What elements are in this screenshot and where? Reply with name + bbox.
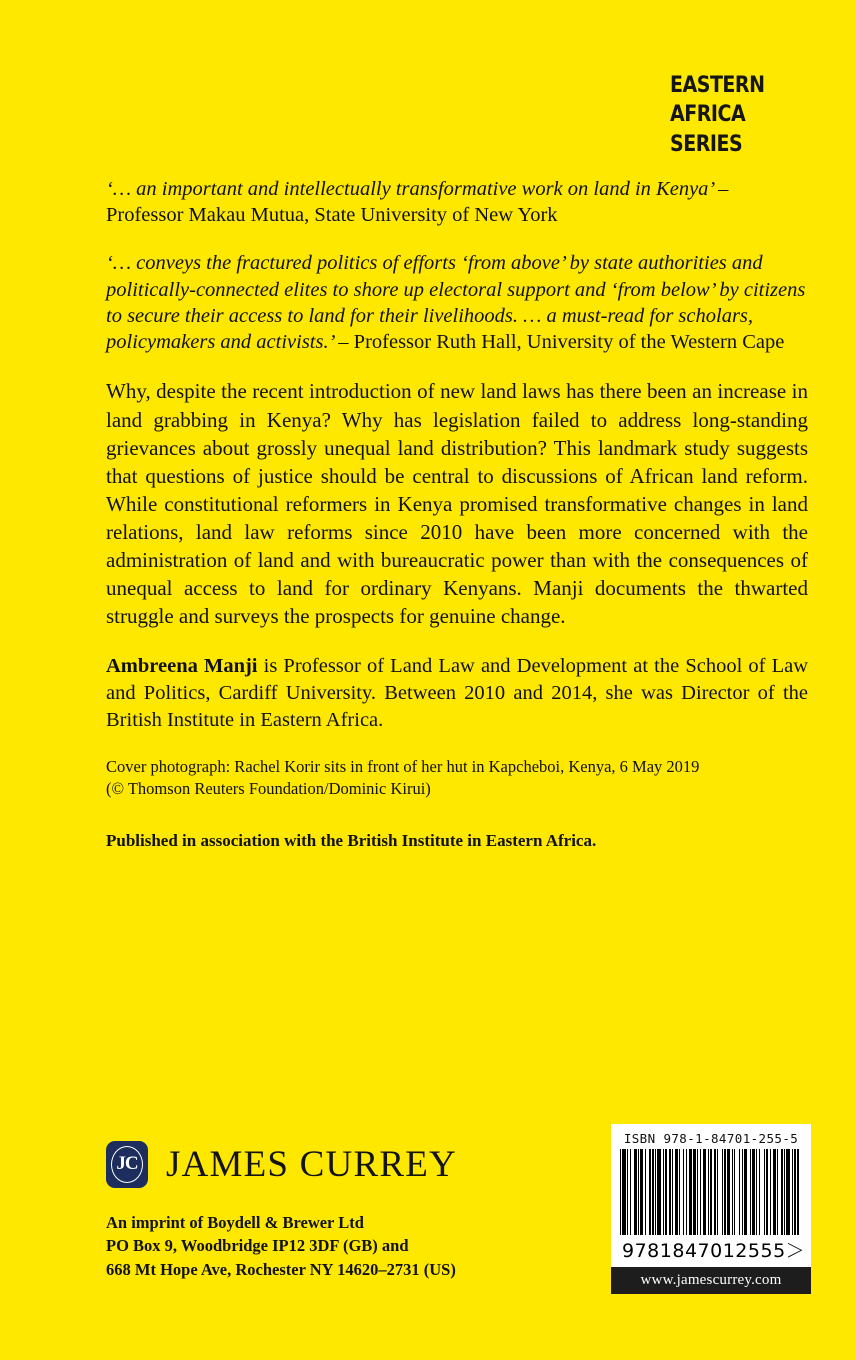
monogram-letters: JC bbox=[116, 1153, 138, 1174]
barcode-digit-group-1: 9 bbox=[622, 1240, 635, 1262]
barcode-digit-group-2: 781847 bbox=[634, 1240, 711, 1262]
imprint-address bbox=[106, 1211, 456, 1281]
series-badge bbox=[670, 64, 830, 159]
review-quote-1-text: ‘… an important and intellectually transformative work on land in Kenya’ – bbox=[106, 178, 729, 200]
photo-credit-line-1: Cover photograph: Rachel Korir sits in front of her hut in Kapcheboi, Kenya, 6 May 2019 bbox=[106, 757, 700, 777]
series-line-3: series bbox=[670, 122, 743, 159]
series-line-1: eastern bbox=[670, 64, 765, 100]
barcode-bars bbox=[620, 1149, 802, 1235]
barcode-digit-group-3: 012555 bbox=[710, 1240, 786, 1262]
publisher-logo bbox=[106, 1141, 457, 1188]
isbn-label: ISBN 978-1-84701-255-5 bbox=[623, 1131, 799, 1146]
series-line-2: africa bbox=[670, 93, 746, 130]
association-note: Published in association with the British Institute in Eastern Africa. bbox=[106, 830, 597, 850]
barcode-digits bbox=[620, 1235, 806, 1265]
barcode-panel bbox=[611, 1124, 811, 1267]
cover-photo-credit bbox=[106, 756, 808, 800]
review-quote-2-attribution: Professor Ruth Hall, University of the Western Cape bbox=[353, 331, 785, 354]
author-bio-text: is Professor of Land Law and Development at the School of Law and Politics, Cardiff University. Between 2010 and 2014, she was Director of the British Institute in Eastern Africa. bbox=[106, 654, 808, 732]
review-quote-1-attribution: Professor Makau Mutua, State University of New York bbox=[106, 204, 558, 227]
imprint-line-3: 668 Mt Hope Ave, Rochester NY 14620–2731 (US) bbox=[106, 1259, 456, 1279]
review-quote-2-text: ‘… conveys the fractured politics of efforts ‘from above’ by state authorities and politically-connected elites to shore up electoral support and ‘from below’ by citizens to secure their access to land for their livelihoods. … a must-read for scholars, policymakers and activists.’ – bbox=[106, 252, 806, 354]
imprint-line-1: An imprint of Boydell & Brewer Ltd bbox=[106, 1213, 364, 1232]
barcode-digit-group-4: ＞ bbox=[785, 1240, 806, 1262]
review-quote-1 bbox=[106, 176, 808, 228]
imprint-line-2: PO Box 9, Woodbridge IP12 3DF (GB) and bbox=[106, 1236, 409, 1256]
james-currey-monogram-icon bbox=[106, 1141, 148, 1188]
photo-credit-line-2: (© Thomson Reuters Foundation/Dominic Kirui) bbox=[106, 779, 431, 799]
author-name: Ambreena Manji bbox=[106, 654, 258, 677]
book-description: Why, despite the recent introduction of new land laws has there been an increase in land grabbing in Kenya? Why has legislation failed to address long-standing grievances about grossly unequal land distribution? This landmark study suggests that questions of justice should be central to discussions of African land reform. While constitutional reformers in Kenya promised transformative changes in land relations, land law reforms since 2010 have been more concerned with the administration of land and with bureaucratic power than with the consequences of unequal access to land for ordinary Kenyans. Manji documents the thwarted struggle and surveys the prospects for genuine change. bbox=[106, 379, 808, 629]
publisher-website: www.jamescurrey.com bbox=[611, 1267, 811, 1294]
isbn-barcode-block bbox=[611, 1124, 811, 1294]
cover-text-column bbox=[106, 176, 808, 852]
review-quote-2 bbox=[106, 250, 808, 355]
author-biography bbox=[106, 653, 808, 735]
publisher-name: JAMES CURREY bbox=[166, 1144, 457, 1185]
